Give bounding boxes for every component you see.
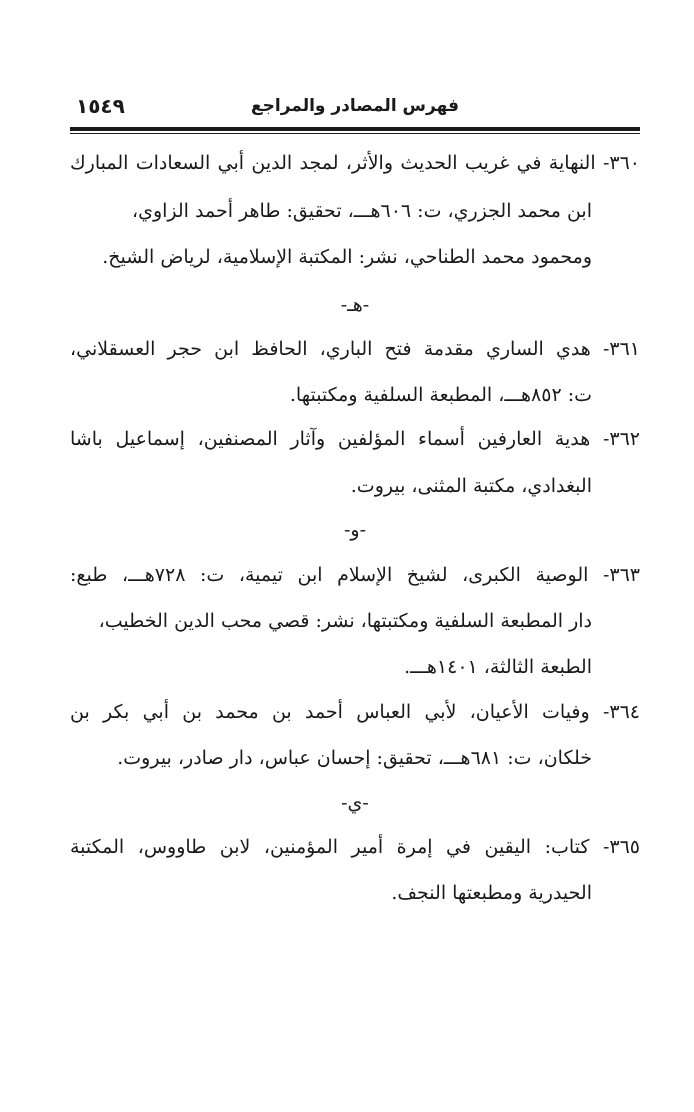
- header-rule-thick: [70, 127, 640, 131]
- entry-361-line-2: ت: ٨٥٢هـــ، المطبعة السلفية ومكتبتها.: [289, 384, 592, 406]
- entry-361-line-1: ٣٦١- هدي الساري مقدمة فتح الباري، الحافظ ابن حجر العسقلاني،: [70, 338, 640, 360]
- entry-363-line-3: الطبعة الثالثة، ١٤٠١هـــ.: [404, 656, 592, 678]
- entry-362-line-2: البغدادي، مكتبة المثنى، بيروت.: [350, 475, 592, 497]
- running-title: فهرس المصادر والمراجع: [251, 96, 459, 116]
- entry-365-line-1: ٣٦٥- كتاب: اليقين في إمرة أمير المؤمنين، لابن طاووس، المكتبة: [70, 836, 640, 858]
- entry-363-line-1: ٣٦٣- الوصية الكبرى، لشيخ الإسلام ابن تيمية، ت: ٧٢٨هـــ، طبع:: [70, 564, 640, 586]
- letter-separator-ya: -ي-: [341, 792, 369, 814]
- header-rule-thin: [70, 133, 640, 134]
- letter-separator-waw: -و-: [343, 519, 366, 541]
- entry-360-line-2: ابن محمد الجزري، ت: ٦٠٦هـــ، تحقيق: طاهر أحمد الزاوي،: [131, 200, 592, 222]
- entry-365-line-2: الحيدرية ومطبعتها النجف.: [391, 882, 592, 904]
- entry-360-line-3: ومحمود محمد الطناحي، نشر: المكتبة الإسلامية، لرياض الشيخ.: [102, 246, 592, 268]
- entry-360-line-1: ٣٦٠- النهاية في غريب الحديث والأثر، لمجد الدين أبي السعادات المبارك: [70, 152, 640, 174]
- page-header: [70, 92, 640, 126]
- entry-363-line-2: دار المطبعة السلفية ومكتبتها، نشر: قصي محب الدين الخطيب،: [98, 610, 592, 632]
- entry-364-line-1: ٣٦٤- وفيات الأعيان، لأبي العباس أحمد بن محمد بن أبي بكر بن: [70, 701, 640, 723]
- letter-separator-ha: -هـ-: [340, 294, 370, 316]
- page-number: ١٥٤٩: [76, 94, 125, 118]
- entry-364-line-2: خلكان، ت: ٦٨١هـــ، تحقيق: إحسان عباس، دار صادر، بيروت.: [117, 747, 592, 769]
- entry-362-line-1: ٣٦٢- هدية العارفين أسماء المؤلفين وآثار المصنفين، إسماعيل باشا: [70, 428, 640, 450]
